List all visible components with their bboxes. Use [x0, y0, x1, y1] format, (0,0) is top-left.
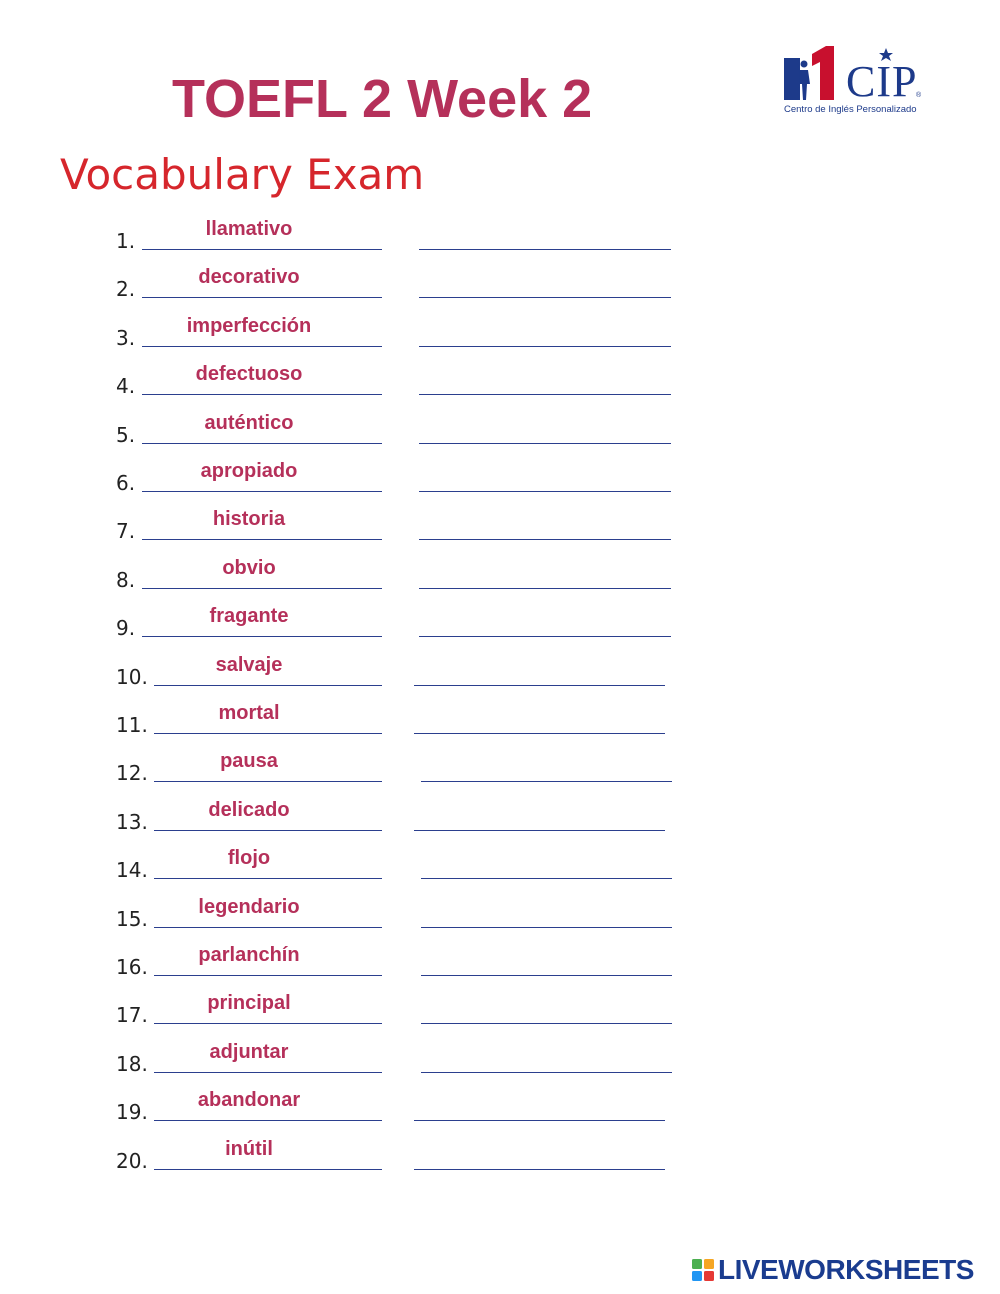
- item-number: 16.: [116, 955, 148, 979]
- answer-word: pausa: [220, 750, 278, 773]
- item-number: 9.: [116, 616, 136, 641]
- liveworksheets-logo-icon: [692, 1259, 714, 1281]
- answer-line[interactable]: [154, 1169, 382, 1170]
- item-number: 2.: [116, 277, 136, 302]
- translation-line[interactable]: [421, 1023, 672, 1024]
- answer-line[interactable]: [154, 1120, 382, 1121]
- vocabulary-row: [0, 406, 1000, 446]
- translation-line[interactable]: [419, 346, 671, 347]
- vocabulary-row: [0, 938, 1000, 978]
- item-number: 4.: [116, 374, 136, 399]
- answer-word: apropiado: [200, 460, 298, 482]
- translation-line[interactable]: [421, 975, 672, 976]
- page-title: TOEFL 2 Week 2: [172, 69, 593, 129]
- answer-line[interactable]: [142, 346, 382, 347]
- translation-line[interactable]: [414, 685, 665, 686]
- answer-line[interactable]: [142, 394, 382, 395]
- translation-line[interactable]: [419, 249, 671, 250]
- translation-line[interactable]: [421, 878, 672, 879]
- answer-line[interactable]: [142, 588, 382, 589]
- item-number: 12.: [116, 761, 148, 786]
- answer-word: llamativo: [205, 218, 293, 240]
- answer-line[interactable]: [154, 1023, 382, 1024]
- vocabulary-row: [0, 551, 1000, 591]
- translation-line[interactable]: [419, 491, 671, 492]
- translation-line[interactable]: [414, 1120, 665, 1121]
- translation-line[interactable]: [414, 1169, 665, 1170]
- item-number: 6.: [116, 471, 136, 495]
- answer-word: defectuoso: [195, 363, 303, 386]
- vocabulary-row: [0, 793, 1000, 833]
- item-number: 8.: [116, 567, 136, 592]
- answer-line[interactable]: [154, 975, 382, 976]
- vocabulary-row: [0, 1132, 1000, 1172]
- translation-line[interactable]: [421, 927, 672, 928]
- vocabulary-row: [0, 1035, 1000, 1075]
- answer-line[interactable]: [154, 878, 382, 879]
- item-number: 17.: [116, 1003, 148, 1028]
- vocabulary-row: [0, 986, 1000, 1026]
- answer-line[interactable]: [154, 781, 382, 782]
- page-subtitle: Vocabulary Exam: [60, 150, 425, 199]
- answer-word: principal: [207, 992, 291, 1015]
- answer-word: parlanchín: [198, 944, 300, 966]
- item-number: 14.: [116, 858, 148, 883]
- vocabulary-row: [0, 648, 1000, 688]
- item-number: 5.: [116, 422, 136, 447]
- answer-line[interactable]: [142, 297, 382, 298]
- vocabulary-row: [0, 841, 1000, 881]
- item-number: 1.: [116, 229, 136, 253]
- vocabulary-row: [0, 212, 1000, 252]
- logo-tagline: Centro de Inglés Personalizado: [784, 104, 917, 115]
- answer-word: fragante: [209, 605, 289, 628]
- vocabulary-row: [0, 890, 1000, 930]
- answer-word: adjuntar: [209, 1040, 289, 1063]
- vocabulary-row: [0, 260, 1000, 300]
- logo-registered-mark: ®: [916, 92, 922, 99]
- vocabulary-row: [0, 696, 1000, 736]
- item-number: 13.: [116, 809, 148, 834]
- answer-line[interactable]: [154, 830, 382, 831]
- answer-line[interactable]: [142, 539, 382, 540]
- answer-line[interactable]: [154, 685, 382, 686]
- translation-line[interactable]: [419, 394, 671, 395]
- vocabulary-row: [0, 309, 1000, 349]
- answer-word: flojo: [227, 847, 271, 870]
- item-number: 11.: [116, 713, 148, 737]
- answer-word: imperfección: [186, 314, 312, 337]
- answer-word: legendario: [198, 895, 300, 918]
- item-number: 18.: [116, 1051, 148, 1076]
- answer-word: mortal: [218, 702, 280, 724]
- translation-line[interactable]: [421, 781, 672, 782]
- vocabulary-row: [0, 454, 1000, 494]
- vocabulary-row: [0, 744, 1000, 784]
- answer-line[interactable]: [154, 1072, 382, 1073]
- translation-line[interactable]: [419, 636, 671, 637]
- vocabulary-row: [0, 1083, 1000, 1123]
- translation-line[interactable]: [419, 588, 671, 589]
- item-number: 3.: [116, 325, 136, 350]
- answer-line[interactable]: [142, 443, 382, 444]
- answer-word: abandonar: [197, 1089, 301, 1112]
- translation-line[interactable]: [414, 733, 665, 734]
- vocabulary-row: [0, 502, 1000, 542]
- answer-line[interactable]: [142, 249, 382, 250]
- translation-line[interactable]: [419, 443, 671, 444]
- item-number: 20.: [116, 1148, 148, 1173]
- footer-brand-text: LIVEWORKSHEETS: [718, 1254, 974, 1285]
- translation-line[interactable]: [421, 1072, 672, 1073]
- item-number: 15.: [116, 906, 148, 931]
- translation-line[interactable]: [419, 297, 671, 298]
- answer-word: salvaje: [215, 653, 283, 676]
- answer-word: auténtico: [204, 411, 294, 434]
- answer-line[interactable]: [142, 491, 382, 492]
- answer-word: inútil: [225, 1137, 273, 1160]
- answer-line[interactable]: [154, 927, 382, 928]
- answer-line[interactable]: [154, 733, 382, 734]
- answer-word: delicado: [208, 798, 290, 821]
- logo-name: CIP: [846, 57, 918, 106]
- item-number: 7.: [116, 519, 136, 544]
- item-number: 19.: [116, 1100, 148, 1125]
- translation-line[interactable]: [419, 539, 671, 540]
- vocabulary-row: [0, 599, 1000, 639]
- item-number: 10.: [116, 664, 148, 689]
- answer-word: decorativo: [198, 266, 300, 289]
- vocabulary-row: [0, 357, 1000, 397]
- answer-line[interactable]: [142, 636, 382, 637]
- translation-line[interactable]: [414, 830, 665, 831]
- answer-word: obvio: [222, 556, 276, 579]
- answer-word: historia: [212, 508, 286, 531]
